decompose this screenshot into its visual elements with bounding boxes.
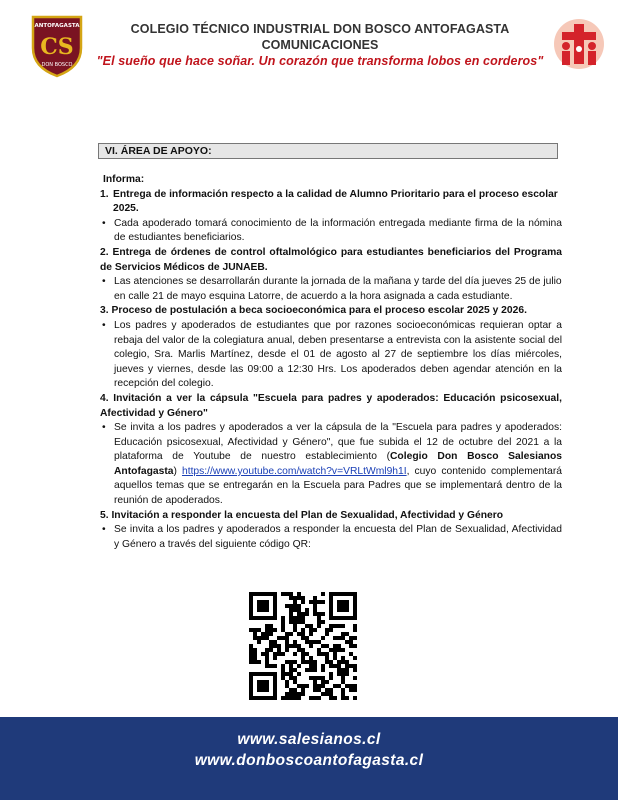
item-1-bullet (100, 217, 562, 246)
item-4-title: 4. Invitación a ver la cápsula "Escuela para padres y apoderados: Educación psicosexual, Afectividad y Género" (100, 392, 562, 419)
department-name: COMUNICACIONES (261, 38, 379, 52)
survey-qr-code[interactable] (249, 592, 357, 700)
crest-monogram: CS (40, 34, 74, 60)
section-title: VI. ÁREA DE APOYO: (98, 143, 558, 159)
school-crest-logo (30, 14, 84, 78)
bullet-icon: • (102, 276, 106, 288)
item-4-bullet-text-c: , cuyo contenido complementará aquellos temas que se entregarán en la Escuela para Padres que se implementará dentro de la reunión de apoderados. (114, 465, 562, 507)
item-1-number: 1. (100, 188, 109, 200)
item-5-bullet-text: Se invita a los padres y apoderados a responder la encuesta del Plan de Sexualidad, Afectividad y Género a través del siguiente código QR: (114, 524, 562, 550)
crest-top-text: ANTOFAGASTA (34, 23, 80, 29)
school-motto: "El sueño que hace soñar. Un corazón que transforma lobos en corderos" (96, 54, 544, 68)
crest-bottom-text: DON BOSCO (41, 62, 73, 68)
bullet-icon: • (102, 524, 106, 536)
item-1-bullet-text: Cada apoderado tomará conocimiento de la información entregada mediante firma de la nómina de estudiantes beneficiarios. (114, 217, 562, 244)
bullet-icon: • (102, 319, 106, 331)
item-4-bullet-text-a: Se invita a los padres y apoderados a ver la cápsula de la "Escuela para padres y apoderados: Educación psicosexual, Afectividad y Género", que fue subida el 12 de octubre del 2021 a la plataforma de Youtube de nuestro establecimiento ( (114, 422, 562, 463)
item-3-bullet (100, 319, 562, 392)
bullet-icon: • (102, 217, 106, 229)
item-5-title: 5. Invitación a responder la encuesta del Plan de Sexualidad, Afectividad y Género (100, 509, 504, 521)
footer-website-salesianos[interactable]: www.salesianos.cl (237, 731, 381, 748)
footer-website-donbosco[interactable]: www.donboscoantofagasta.cl (194, 752, 424, 769)
youtube-link[interactable]: https://www.youtube.com/watch?v=VRLtWml9h1I (181, 465, 407, 477)
intro-label: Informa: (103, 174, 145, 185)
item-4-bullet-school: Colegio Don Bosco Salesianos Antofagasta (114, 451, 562, 477)
item-3-bullet-text: Los padres y apoderados de estudiantes que por razones socioeconómicas requieran optar a rebaja del valor de la colegiatura anual, deben presentarse a entrevista con la asistente social del colegio, Sra. Marlis Martínez, desde el 01 de agosto al 27 de septiembre los días miércoles, jueves y viernes, desde las 09:00 a 12:30 Hrs. Los apoderados deben agendar atención en la recepción del colegio. (114, 319, 562, 390)
school-name: COLEGIO TÉCNICO INDUSTRIAL DON BOSCO ANTOFAGASTA (130, 22, 510, 36)
item-1-title-text: Entrega de información respecto a la calidad de Alumno Prioritario para el proceso escolar 2025. (113, 188, 558, 215)
item-2-bullet-text: Las atenciones se desarrollarán durante la jornada de la mañana y tarde del día jueves 25 de julio en calle 21 de mayo esquina Latorre, de acuerdo a la hora asignada a cada estudiante. (114, 276, 562, 302)
item-5-bullet (100, 523, 562, 552)
salesian-family-logo (552, 18, 606, 70)
item-4-bullet (100, 421, 562, 509)
item-3-title: 3. Proceso de postulación a beca socioeconómica para el proceso escolar 2025 y 2026. (100, 305, 527, 317)
bullet-icon: • (102, 422, 106, 434)
document-body (100, 173, 562, 552)
item-2-title: 2. Entrega de órdenes de control oftalmológico para estudiantes beneficiarios del Programa de Servicios Médicos de JUNAEB. (100, 246, 562, 273)
item-4-bullet-text-b: ) (173, 465, 182, 477)
item-1-title (100, 188, 562, 217)
item-2-bullet (100, 275, 562, 304)
